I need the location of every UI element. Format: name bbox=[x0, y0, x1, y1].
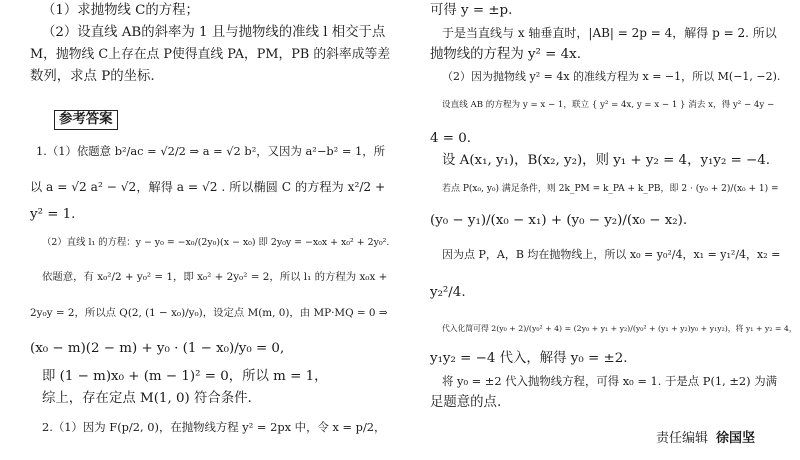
solution-2-2-line-4: 设 A(x₁, y₁)，B(x₂, y₂)，则 y₁ + y₂ = 4，y₁y₂ = −4. bbox=[442, 153, 771, 168]
solution-1-line-3: y² = 1. bbox=[30, 207, 76, 222]
solution-2-2-line-2: 设直线 AB 的方程为 y = x − 1，联立 { y² = 4x, y = x − 1 } 消去 x，得 y² − 4y − bbox=[442, 100, 775, 110]
solution-1-2-line-6: 综上，存在定点 M(1, 0) 符合条件. bbox=[42, 391, 252, 406]
solution-1-line-1: 1.（1）依题意 b²/ac = √2/2 ⇒ a = √2 b²，又因为 a²−b² = 1，所 bbox=[36, 144, 386, 158]
problem-part-2-line-3: 数列，求点 P的坐标. bbox=[30, 69, 155, 84]
solution-2-2-line-1: （2）因为抛物线 y² = 4x 的准线方程为 x = −1，所以 M(−1, −2). bbox=[442, 70, 781, 83]
solution-2-2-line-7: 因为点 P，A，B 均在抛物线上，所以 x₀ = y₀²/4，x₁ = y₁²/4，x₂ = bbox=[442, 248, 781, 261]
solution-1-line-2: 以 a = √2 a² − √2，解得 a = √2 . 所以椭圆 C 的方程为 x²/2 + bbox=[30, 180, 386, 194]
solution-1-2-line-1: （2）直线 l₁ 的方程：y − y₀ = −x₀/(2y₀)(x − x₀) 即 2y₀y = −x₀x + x₀² + 2y₀². bbox=[42, 237, 390, 248]
solution-2-1-line-3: 抛物线的方程为 y² = 4x. bbox=[430, 47, 581, 62]
problem-part-2-line-1: （2）设直线 AB的斜率为 1 且与抛物线的准线 l 相交于点 bbox=[42, 25, 386, 40]
solution-2-2-line-12: 足题意的点. bbox=[430, 395, 502, 410]
solution-2-2-line-10: y₁y₂ = −4 代入，解得 y₀ = ±2. bbox=[430, 351, 628, 366]
solution-1-2-line-4: (x₀ − m)(2 − m) + y₀ · (1 − x₀)/y₀ = 0, bbox=[30, 341, 285, 356]
editor-name: 徐国坚 bbox=[716, 431, 756, 446]
solution-1-2-line-2: 依题意，有 x₀²/2 + y₀² = 1，即 x₀² + 2y₀² = 2，所以 l₁ 的方程为 x₀x + bbox=[42, 271, 388, 283]
solution-2-2-line-3: 4 = 0. bbox=[430, 131, 472, 146]
solution-2-1-line-1: 可得 y = ±p. bbox=[430, 3, 513, 18]
solution-2-2-line-11: 将 y₀ = ±2 代入抛物线方程，可得 x₀ = 1. 于是点 P(1, ±2) 为满 bbox=[442, 374, 778, 388]
solution-1-2-line-5: 即 (1 − m)x₀ + (m − 1)² = 0，所以 m = 1， bbox=[42, 369, 328, 384]
solution-2-2-line-5: 若点 P(x₀, y₀) 满足条件，则 2k_PM = k_PA + k_PB，即 2 · (y₀ + 2)/(x₀ + 1) = bbox=[442, 184, 779, 194]
editor-credit bbox=[656, 430, 755, 448]
solution-2-2-line-6: (y₀ − y₁)/(x₀ − x₁) + (y₀ − y₂)/(x₀ − x₂). bbox=[430, 213, 688, 228]
problem-part-1: （1）求抛物线 C的方程； bbox=[42, 3, 199, 18]
solution-2-2-line-9: 代入化简可得 2(y₀ + 2)/(y₀² + 4) = (2y₀ + y₁ + y₂)/(y₀² + (y₁ + y₂)y₀ + y₁y₂)，将 y₁ + y₂ = 4， bbox=[442, 324, 797, 333]
solution-1-2-line-3: 2y₀y = 2，所以点 Q(2, (1 − x₀)/y₀)，设定点 M(m, 0)，由 MP·MQ = 0 ⇒ bbox=[30, 307, 388, 319]
answer-heading: 参考答案 bbox=[54, 110, 118, 130]
problem-part-2-line-2: M，抛物线 C上存在点 P使得直线 PA，PM，PB 的斜率成等差 bbox=[30, 47, 391, 62]
solution-2-2-line-8: y₂²/4. bbox=[430, 285, 466, 300]
editor-label: 责任编辑 bbox=[656, 431, 709, 446]
solution-2-1-line-2: 于是当直线与 x 轴垂直时，|AB| = 2p = 4，解得 p = 2. 所以 bbox=[442, 26, 777, 40]
solution-2-line-1: 2.（1）因为 F(p/2, 0)，在抛物线方程 y² = 2px 中，令 x = p/2， bbox=[42, 420, 386, 434]
